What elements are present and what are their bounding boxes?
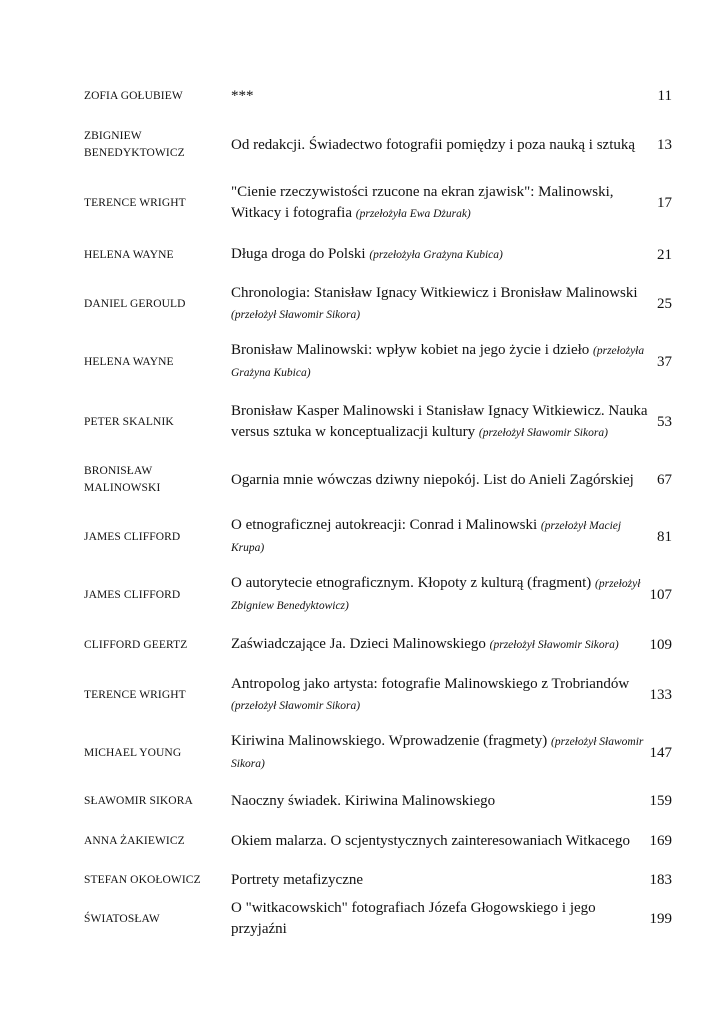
entry-author: PETER SKALNIK <box>84 415 174 428</box>
entry-title <box>231 470 653 491</box>
entry-title-text: Bronisław Malinowski: wpływ kobiet na jego życie i dzieło <box>231 342 590 358</box>
entry-page-number: 199 <box>649 910 672 927</box>
toc-entry <box>0 71 724 121</box>
entry-title-text: O "witkacowskich" fotografiach Józefa Głogowskiego i jego przyjaźni <box>231 900 596 937</box>
entry-title <box>231 182 653 225</box>
entry-author: ANNA ŻAKIEWICZ <box>84 834 185 847</box>
entry-author: HELENA WAYNE <box>84 355 174 368</box>
entry-title-text: Okiem malarza. O scjentystycznych zainteresowaniach Witkacego <box>231 832 630 849</box>
entry-title <box>231 674 653 717</box>
entry-title-text: Zaświadczające Ja. Dzieci Malinowskiego <box>231 636 486 652</box>
entry-page-number: 37 <box>657 353 672 370</box>
entry-title <box>231 634 653 656</box>
entry-page-number: 133 <box>649 686 672 703</box>
entry-title <box>231 244 653 266</box>
entry-author: ZBIGNIEW BENEDYKTOWICZ <box>84 130 185 159</box>
entry-translator: (przełożył Sławomir Sikora) <box>231 699 361 712</box>
entry-title-text: "Cienie rzeczywistości rzucone na ekran zjawisk": Malinowski, Witkacy i fotografia <box>231 183 614 221</box>
toc-entry <box>0 894 724 944</box>
entry-page-number: 169 <box>649 832 672 849</box>
toc-entry <box>0 670 724 720</box>
entry-translator: (przełożył Sławomir Sikora) <box>231 736 644 770</box>
toc-entry <box>0 230 724 280</box>
entry-page-number: 53 <box>657 413 672 430</box>
entry-author: DANIEL GEROULD <box>84 297 186 310</box>
entry-author: ZOFIA GOŁUBIEW <box>84 89 183 102</box>
entry-page-number: 13 <box>657 136 672 153</box>
entry-page-number: 81 <box>657 528 672 545</box>
entry-page-number: 67 <box>657 471 672 488</box>
entry-translator: (przełożył Zbigniew Benedyktowicz) <box>231 578 641 612</box>
entry-title <box>231 573 653 617</box>
toc-entry <box>0 570 724 620</box>
toc-entry <box>0 728 724 778</box>
entry-translator: (przełożył Sławomir Sikora) <box>231 308 361 321</box>
entry-author: HELENA WAYNE <box>84 248 174 261</box>
entry-author: TERENCE WRIGHT <box>84 688 186 701</box>
entry-title-text: Naoczny świadek. Kiriwina Malinowskiego <box>231 792 496 809</box>
entry-title <box>231 515 653 559</box>
entry-translator: (przełożył Sławomir Sikora) <box>478 426 608 439</box>
entry-title-text: Antropolog jako artysta: fotografie Malinowskiego z Trobriandów <box>231 675 630 692</box>
entry-title <box>231 870 653 891</box>
entry-author: SŁAWOMIR SIKORA <box>84 794 193 807</box>
toc-entry <box>0 512 724 562</box>
toc-entry <box>0 397 724 447</box>
entry-page-number: 21 <box>657 246 672 263</box>
toc-entry <box>0 620 724 670</box>
entry-title <box>231 831 653 852</box>
toc-entry <box>0 120 724 170</box>
entry-author: STEFAN OKOŁOWICZ <box>84 873 201 886</box>
entry-title-text: O etnograficznej autokreacji: Conrad i Malinowski <box>231 517 538 533</box>
entry-title <box>231 86 653 107</box>
entry-translator: (przełożył Maciej Krupa) <box>231 520 622 554</box>
entry-title-text: Kiriwina Malinowskiego. Wprowadzenie (fragmety) <box>231 733 548 749</box>
entry-author: JAMES CLIFFORD <box>84 530 181 543</box>
entry-translator: (przełożyła Ewa Dżurak) <box>355 207 471 220</box>
entry-page-number: 147 <box>649 744 672 761</box>
entry-page-number: 11 <box>657 87 672 104</box>
entry-title <box>231 731 653 775</box>
toc-entry <box>0 279 724 329</box>
entry-title <box>231 898 653 940</box>
entry-title-text: *** <box>231 87 254 104</box>
entry-author: JAMES CLIFFORD <box>84 588 181 601</box>
entry-translator: (przełożył Sławomir Sikora) <box>489 639 619 651</box>
entry-author: TERENCE WRIGHT <box>84 196 186 209</box>
entry-title <box>231 401 653 444</box>
entry-page-number: 25 <box>657 295 672 312</box>
entry-title <box>231 791 653 812</box>
entry-title-text: Bronisław Kasper Malinowski i Stanisław Ignacy Witkiewicz. Nauka versus sztuka w konceptualizacji kultury <box>231 402 648 440</box>
entry-title-text: Ogarnia mnie wówczas dziwny niepokój. List do Anieli Zagórskiej <box>231 471 634 488</box>
entry-title <box>231 283 653 326</box>
entry-page-number: 107 <box>649 586 672 603</box>
entry-translator: (przełożyła Grażyna Kubica) <box>369 249 503 261</box>
toc-entry <box>0 178 724 228</box>
entry-title-text: Chronologia: Stanisław Ignacy Witkiewicz i Bronisław Malinowski <box>231 284 638 301</box>
entry-page-number: 159 <box>649 792 672 809</box>
entry-title-text: O autorytecie etnograficznym. Kłopoty z kulturą (fragment) <box>231 575 592 591</box>
entry-author: ŚWIATOSŁAW <box>84 912 160 925</box>
entry-author: MICHAEL YOUNG <box>84 746 182 759</box>
entry-page-number: 17 <box>657 194 672 211</box>
entry-page-number: 109 <box>649 636 672 653</box>
toc-entry <box>0 337 724 387</box>
entry-title-text: Portrety metafizyczne <box>231 871 364 888</box>
entry-page-number: 183 <box>649 871 672 888</box>
entry-title <box>231 135 653 156</box>
toc-entry <box>0 455 724 505</box>
entry-author: CLIFFORD GEERTZ <box>84 638 188 651</box>
entry-author: BRONISŁAW MALINOWSKI <box>84 465 161 494</box>
entry-title <box>231 340 653 384</box>
entry-title-text: Długa droga do Polski <box>231 246 366 262</box>
entry-translator: (przełożyła Grażyna Kubica) <box>231 345 645 379</box>
entry-title-text: Od redakcji. Świadectwo fotografii pomiędzy i poza nauką i sztuką <box>231 136 636 153</box>
